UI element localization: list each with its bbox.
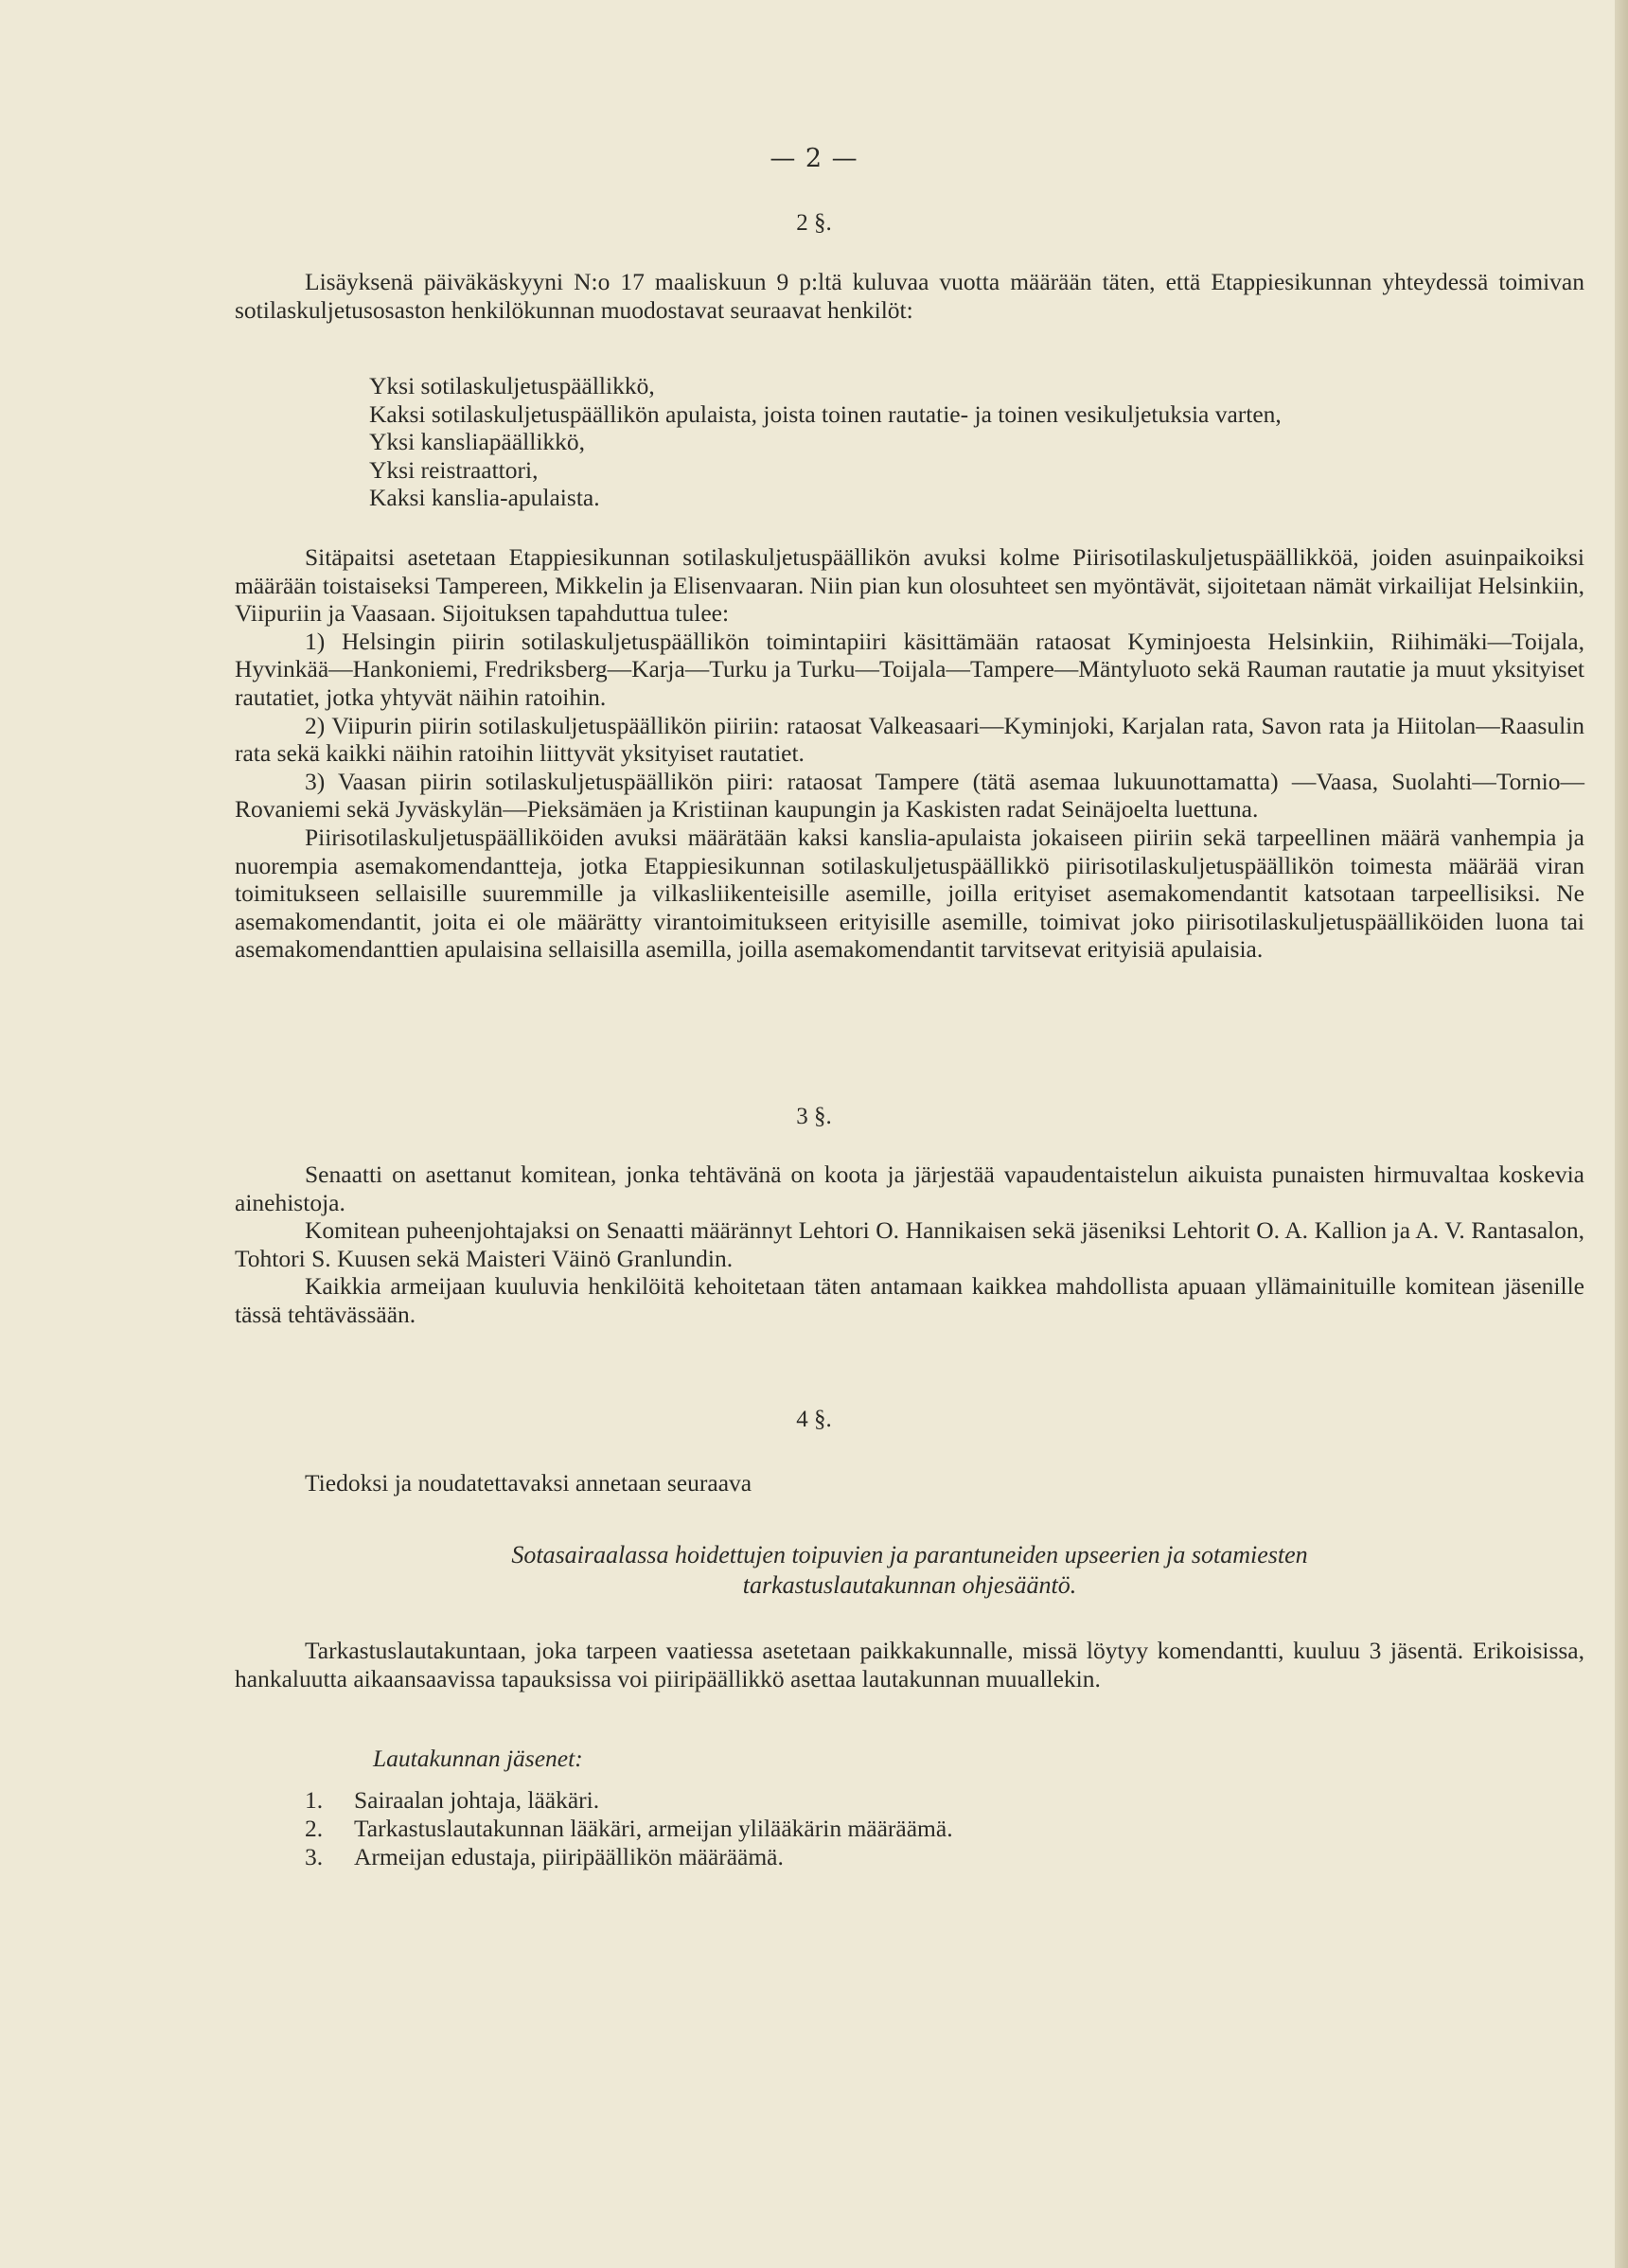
section-3-heading: 3 §. bbox=[796, 1104, 832, 1129]
member-text: Tarkastuslautakunnan lääkäri, armeijan ylilääkärin määräämä. bbox=[354, 1815, 953, 1842]
body-paragraph: Piirisotilaskuljetuspäälliköiden avuksi määrätään kaksi kanslia-apulaista jokaiseen piiriin sekä tarpeellinen määrä vanhempia ja nuorempia asemakomendantteja, jotka Etappiesikunnan sotilaskuljetuspäällikkö piirisotilaskuljetuspäällikön toimesta määrää viran toimitukseen sellaisille suuremmille ja vilkasliikenteisille asemille, joilla erityiset asemakomendantit katsotaan tarpeellisiksi. Ne asemakomendantit, joita ei ole määrätty virantoimitukseen erityisille asemille, toimivat joko piirisotilaskuljetuspäälliköiden luona tai asemakomendanttien apulaisina sellaisilla asemilla, joilla asemakomendantit tarvitsevat erityisiä apulaisia. bbox=[235, 823, 1584, 964]
body-paragraph: 3) Vaasan piirin sotilaskuljetuspäällikön piiri: rataosat Tampere (tätä asemaa lukuunottamatta) —Vaasa, Suolahti—Tornio—Rovaniemi sekä Jyväskylän—Pieksämäen ja Kristiinan kaupungin ja Kaskisten radat Seinäjoelta luettuna. bbox=[235, 767, 1584, 824]
body-paragraph: Kaikkia armeijaan kuuluvia henkilöitä kehoitetaan täten antamaan kaikkea mahdollista apuaan yllämainituille komitean jäsenille tässä tehtävässään. bbox=[235, 1272, 1584, 1328]
body-paragraph: Komitean puheenjohtajaksi on Senaatti määrännyt Lehtori O. Hannikaisen sekä jäseniksi Lehtorit O. A. Kallion ja A. V. Rantasalon, Tohtori S. Kuusen sekä Maisteri Väinö Granlundin. bbox=[235, 1216, 1584, 1272]
body-paragraph: 2) Viipurin piirin sotilaskuljetuspäällikön piiriin: rataosat Valkeasaari—Kyminjoki, Karjalan rata, Savon rata ja Hiitolan—Raasulin rata sekä kaikki näihin ratoihin liittyvät yksityiset rautatiet. bbox=[235, 711, 1584, 768]
page-number: — 2 — bbox=[770, 144, 858, 173]
intro-paragraph: Tiedoksi ja noudatettavaksi annetaan seuraava bbox=[305, 1469, 752, 1497]
member-item bbox=[305, 1815, 953, 1843]
body-paragraph: 1) Helsingin piirin sotilaskuljetuspäällikön toimintapiiri käsittämään rataosat Kyminjoesta Helsinkiin, Riihimäki—Toijala, Hyvinkää—Hankoniemi, Fredriksberg—Karja—Turku ja Turku—Toijala—Tampere—Mäntyluoto sekä Rauman rautatie ja muut yksityiset rautatiet, jotka yhtyvät näihin ratoihin. bbox=[235, 627, 1584, 711]
personnel-item: Kaksi kanslia-apulaista. bbox=[369, 484, 600, 512]
member-item bbox=[305, 1786, 953, 1815]
regulation-title bbox=[235, 1540, 1584, 1601]
member-number: 3. bbox=[305, 1843, 324, 1870]
body-paragraph: Senaatti on asettanut komitean, jonka tehtävänä on koota ja järjestää vapaudentaistelun aikuista punaisten hirmuvaltaa koskevia ainehistoja. bbox=[235, 1161, 1584, 1216]
personnel-item: Yksi sotilaskuljetuspäällikkö, bbox=[369, 372, 655, 399]
member-text: Sairaalan johtaja, lääkäri. bbox=[354, 1786, 600, 1814]
personnel-item: Yksi kansliapäällikkö, bbox=[369, 428, 586, 456]
section-2-heading: 2 §. bbox=[796, 210, 832, 236]
personnel-list bbox=[369, 372, 1581, 512]
member-item bbox=[305, 1843, 953, 1871]
body-paragraph: Sitäpaitsi asetetaan Etappiesikunnan sotilaskuljetuspäällikön avuksi kolme Piirisotilaskuljetuspäällikköä, joiden asuinpaikoiksi määrään toistaiseksi Tampereen, Mikkelin ja Elisenvaaran. Niin pian kun olosuhteet sen myöntävät, sijoitetaan nämät virkailijat Helsinkiin, Viipuriin ja Vaasaan. Sijoituksen tapahduttua tulee: bbox=[235, 543, 1584, 628]
regulation-title-line-2: tarkastuslautakunnan ohjesääntö. bbox=[742, 1571, 1077, 1599]
section-2-body bbox=[235, 543, 1584, 964]
intro-paragraph: Lisäyksenä päiväkäskyyni N:o 17 maaliskuun 9 p:ltä kuluvaa vuotta määrään täten, että Etappiesikunnan yhteydessä toimivan sotilaskuljetusosaston henkilökunnan muodostavat seuraavat henkilöt: bbox=[235, 268, 1584, 324]
page-edge bbox=[1615, 0, 1628, 2268]
personnel-item: Kaksi sotilaskuljetuspäällikön apulaista, joista toinen rautatie- ja toinen vesikuljetuksia varten, bbox=[369, 399, 1282, 428]
personnel-item: Yksi reistraattori, bbox=[369, 455, 539, 484]
body-paragraph: Tarkastuslautakuntaan, joka tarpeen vaatiessa asetetaan paikkakunnalle, missä löytyy komendantti, kuuluu 3 jäsentä. Erikoisissa, hankaluutta aikaansaavissa tapauksissa voi piiripäällikkö asettaa lautakunnan muuallekin. bbox=[235, 1637, 1584, 1692]
member-number: 1. bbox=[305, 1786, 324, 1814]
regulation-title-line-1: Sotasairaalassa hoidettujen toipuvien ja parantuneiden upseerien ja sotamiesten bbox=[511, 1541, 1308, 1568]
section-4-body bbox=[235, 1637, 1584, 1692]
members-list bbox=[305, 1786, 953, 1871]
section-4-intro bbox=[235, 1469, 1584, 1497]
section-3-body bbox=[235, 1161, 1584, 1329]
section-2-intro bbox=[235, 268, 1584, 324]
section-4-heading: 4 §. bbox=[796, 1407, 832, 1432]
members-heading: Lautakunnan jäsenet: bbox=[373, 1745, 583, 1772]
member-text: Armeijan edustaja, piiripäällikön määräämä. bbox=[354, 1843, 784, 1870]
member-number: 2. bbox=[305, 1815, 324, 1842]
